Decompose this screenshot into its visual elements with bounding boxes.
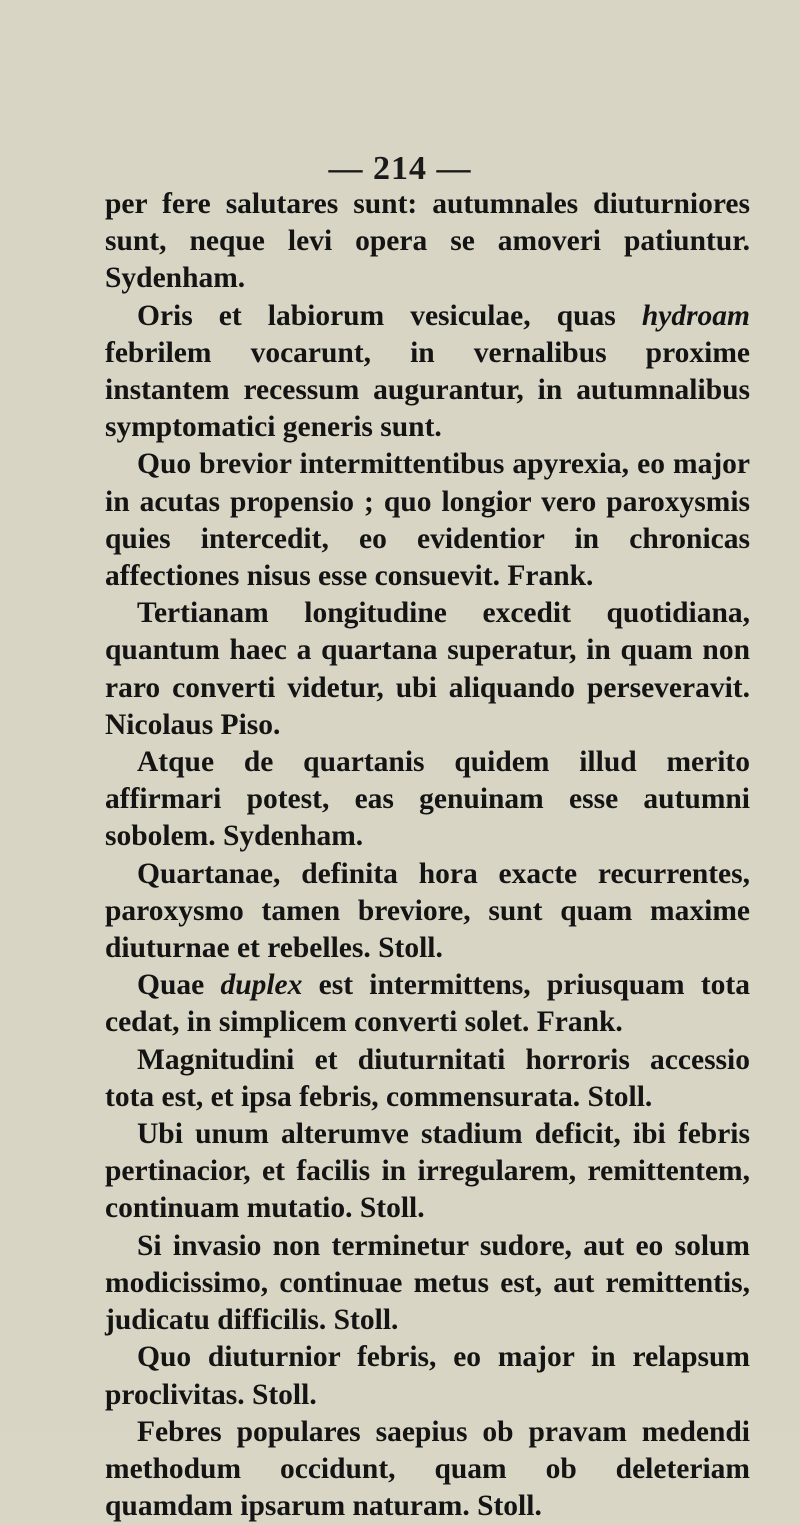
paragraph (105, 298, 750, 447)
paragraph (105, 1339, 750, 1413)
paragraph (105, 1042, 750, 1116)
text-run: est intermittens, priusquam tota cedat, in simplicem converti solet. Frank. (105, 969, 750, 1039)
text-run: Atque de quartanis quidem illud merito affirmari potest, eas genuinam esse autumni sobolem. Sydenham. (105, 746, 750, 853)
text-run: Magnitudini et diuturnitati horroris accessio tota est, et ipsa febris, commensurata. Stoll. (105, 1043, 750, 1113)
paragraph (105, 967, 750, 1041)
paragraph (105, 595, 750, 744)
italic-term: duplex (220, 969, 303, 1002)
body-text (105, 186, 750, 1525)
text-run: Ubi unum alterumve stadium deficit, ibi febris pertinacior, et facilis in irregularem, remittentem, continuam mutatio. Stoll. (105, 1118, 750, 1225)
text-run: Quae (137, 969, 221, 1002)
text-run: Tertianam longitudine excedit quotidiana, quantum haec a quartana superatur, in quam non raro converti videtur, ubi aliquando perseveravit. Nicolaus Piso. (105, 597, 750, 741)
paragraph (105, 856, 750, 968)
text-run: per fere salutares sunt: autumnales diuturniores sunt, neque levi opera se amoveri patiuntur. Sydenham. (105, 188, 750, 295)
paragraph (105, 1414, 750, 1525)
paragraph (105, 744, 750, 856)
text-run: Si invasio non terminetur sudore, aut eo solum modicissimo, continuae metus est, aut remittentis, judicatu difficilis. Stoll. (105, 1229, 750, 1337)
text-run: febrilem vocarunt, in vernalibus proxime instantem recessum augurantur, in autumnalibus symptomatici generis sunt. (105, 336, 750, 444)
text-run: Oris et labiorum vesiculae, quas (137, 299, 642, 332)
text-run: Quartanae, definita hora exacte recurrentes, paroxysmo tamen breviore, sunt quam maxime diuturnae et rebelles. Stoll. (105, 857, 750, 965)
page-number: — 214 — (328, 150, 472, 187)
text-run: Febres populares saepius ob pravam medendi methodum occidunt, quam ob deleteriam quamdam ipsarum naturam. Stoll. (105, 1415, 750, 1523)
paragraph (105, 186, 750, 298)
paragraph (105, 1228, 750, 1340)
italic-term: hydroam (641, 299, 750, 332)
paragraph (105, 446, 750, 595)
text-run: Quo brevior intermittentibus apyrexia, eo major in acutas propensio ; quo longior vero paroxysmis quies intercedit, eo evidentior in chronicas affectiones nisus esse consuevit. Frank. (105, 448, 750, 593)
text-run: Quo diuturnior febris, eo major in relapsum proclivitas. Stoll. (105, 1341, 750, 1411)
paragraph (105, 1116, 750, 1228)
